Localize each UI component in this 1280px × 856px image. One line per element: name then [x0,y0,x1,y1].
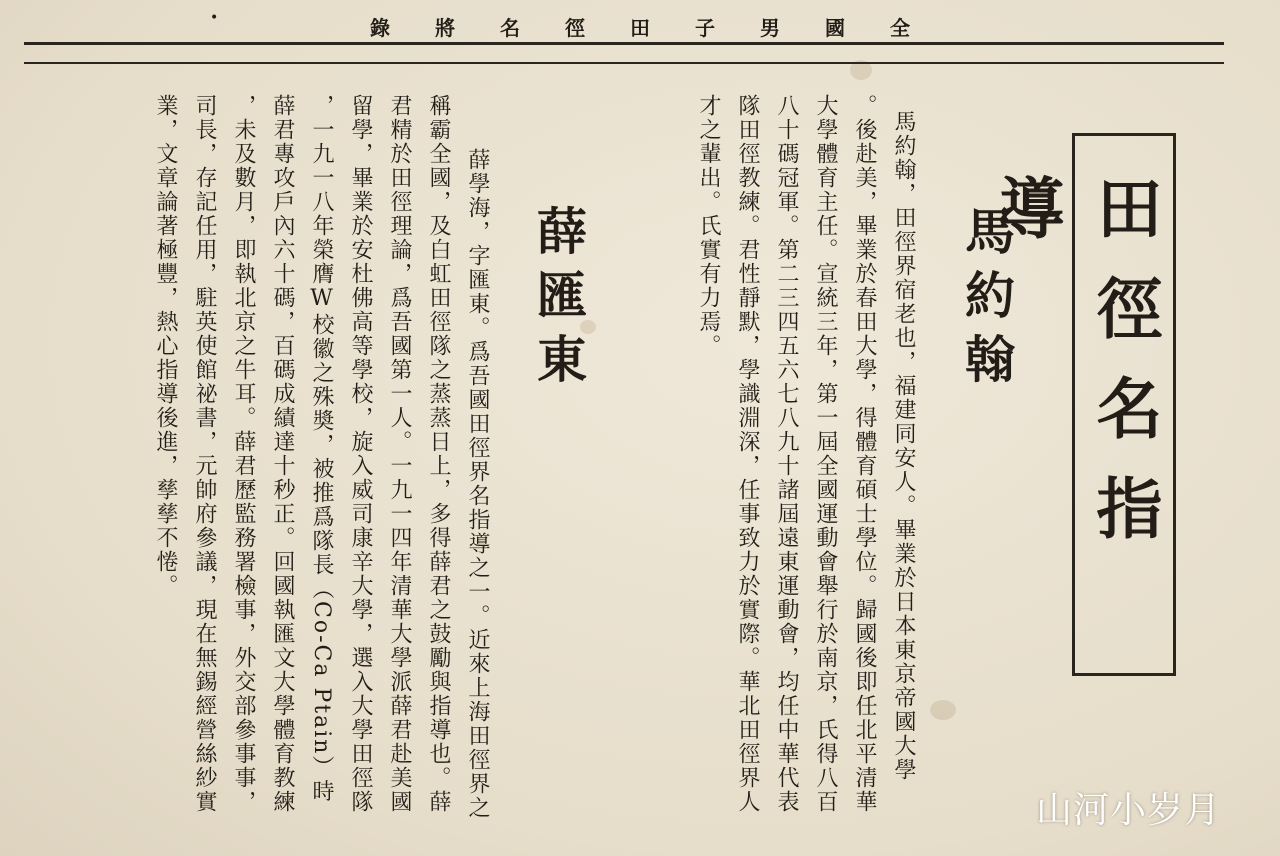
header-char: 國 [825,16,845,40]
article-text-column: 薛君專攻戶內六十碼，百碼成績達十秒正。回國執匯文大學體育教練 [270,94,295,814]
paper-stain [930,700,956,720]
article-text-column: 。後赴美，畢業於春田大學，得體育碩士學位。歸國後即任北平清華 [852,94,877,814]
header-rule-top [24,42,1224,45]
header-char: 名 [500,16,520,40]
section-title: 田徑名指導 [987,174,1163,574]
header-title [370,12,910,41]
header-rule-bottom [24,62,1224,64]
article-heading-ma-yuehan: 馬約翰 [957,205,1016,397]
article-text-column: 大學體育主任。宣統三年，第一屆全國運動會舉行於南京，氏得八百 [813,94,838,814]
article-heading-xue-huidong: 薛匯東 [529,205,588,397]
header-char: 子 [695,16,715,40]
watermark: 山河小岁月 [1036,790,1222,831]
article-text-column: 隊田徑教練。君性靜默，學識淵深，任事致力於實際。華北田徑界人 [735,94,760,814]
article-text-column: ，未及數月，即執北京之牛耳。薛君歷監務署檢事，外交部參事事， [231,94,256,814]
header-bullet: • [210,10,219,26]
article-text-segment: ，一九一八年榮膺W校徽之殊奬，被推爲隊長（ [309,94,334,601]
article-text-column-with-latin [302,94,340,803]
header-char: 錄 [370,16,390,40]
latin-fragment: Co-Ca Ptain [309,601,334,756]
article-text-segment: ）時 [309,755,334,804]
article-text-column: 八十碼冠軍。第二三四五六七八九十諸屆遠東運動會，均任中華代表 [774,94,799,814]
article-text-column: 業，文章論著極豐，熱心指導後進，孳孳不惓。 [153,94,178,598]
article-text-column: 才之輩出。氏實有力焉。 [696,94,721,358]
header-char: 全 [890,16,910,40]
header-char: 男 [760,16,780,40]
article-text-column: 留學，畢業於安杜佛高等學校，旋入威司康辛大學，選入大學田徑隊 [348,94,373,814]
article-text-column: 稱霸全國，及白虹田徑隊之蒸蒸日上，多得薛君之鼓勵與指導也。薛 [426,94,451,814]
header-char: 將 [435,16,455,40]
section-title-box [987,133,1176,676]
header-char: 徑 [565,16,585,40]
article-text-column: 薛學海，字匯東。爲吾國田徑界名指導之一。近來上海田徑界之 [465,148,490,820]
article-text-column: 馬約翰，田徑界宿老也，福建同安人。畢業於日本東京帝國大學 [891,110,916,782]
article-text-column: 司長，存記任用，駐英使館祕書，元帥府參議，現在無錫經營絲紗實 [192,94,217,814]
running-header [210,6,1210,38]
article-text-column: 君精於田徑理論，爲吾國第一人。一九一四年清華大學派薛君赴美國 [387,94,412,814]
header-char: 田 [630,16,650,40]
